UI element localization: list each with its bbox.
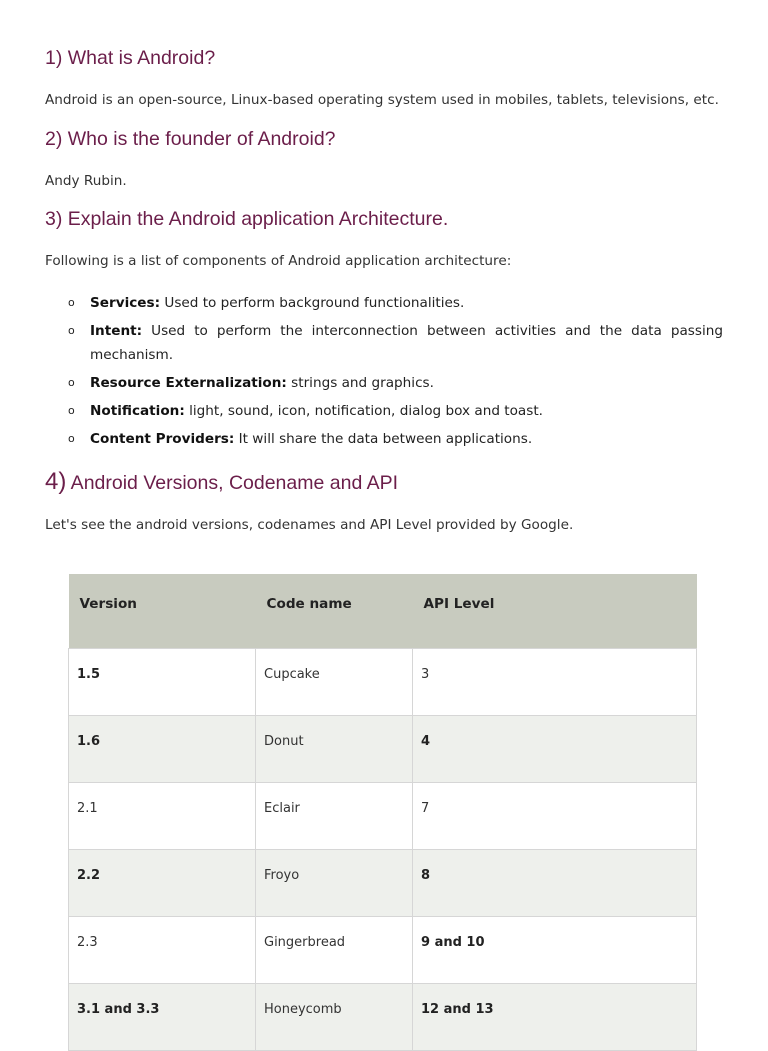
bullet-icon: o — [68, 432, 75, 445]
component-term: Services: — [90, 295, 161, 311]
versions-intro: Let's see the android versions, codenames and API Level provided by Google. — [45, 517, 574, 533]
component-desc: Used to perform background functionalities. — [160, 295, 465, 311]
bullet-icon: o — [68, 324, 75, 337]
heading-what-is-android: 1) What is Android? — [45, 47, 216, 69]
list-item — [68, 427, 723, 451]
heading-number: 4) — [45, 468, 67, 495]
cell-code-name: Gingerbread — [256, 917, 413, 984]
cell-code-name: Donut — [256, 716, 413, 783]
component-desc: light, sound, icon, notification, dialog box and toast. — [184, 403, 543, 419]
table-header-row — [69, 574, 697, 649]
cell-api-level: 7 — [413, 783, 697, 850]
list-item — [68, 319, 723, 367]
cell-code-name: Honeycomb — [256, 984, 413, 1051]
table-row — [69, 783, 697, 850]
cell-version: 3.1 and 3.3 — [69, 984, 256, 1051]
cell-version: 2.2 — [69, 850, 256, 917]
component-term: Resource Externalization: — [90, 375, 287, 391]
cell-version: 1.6 — [69, 716, 256, 783]
cell-api-level: 12 and 13 — [413, 984, 697, 1051]
cell-api-level: 8 — [413, 850, 697, 917]
heading-text: Android Versions, Codename and API — [66, 472, 399, 494]
bullet-icon: o — [68, 296, 75, 309]
bullet-icon: o — [68, 376, 75, 389]
answer-founder: Andy Rubin. — [45, 173, 127, 189]
component-term: Content Providers: — [90, 431, 235, 447]
table-row — [69, 649, 697, 716]
android-versions-table — [68, 574, 697, 1051]
component-term: Notification: — [90, 403, 185, 419]
cell-code-name: Froyo — [256, 850, 413, 917]
list-item — [68, 371, 723, 395]
header-version: Version — [69, 574, 256, 649]
cell-code-name: Eclair — [256, 783, 413, 850]
heading-android-versions — [45, 470, 398, 495]
header-code-name: Code name — [256, 574, 413, 649]
cell-version: 2.3 — [69, 917, 256, 984]
cell-api-level: 3 — [413, 649, 697, 716]
architecture-intro: Following is a list of components of Android application architecture: — [45, 253, 512, 269]
bullet-icon: o — [68, 404, 75, 417]
table-row — [69, 984, 697, 1051]
cell-api-level: 9 and 10 — [413, 917, 697, 984]
heading-founder: 2) Who is the founder of Android? — [45, 128, 336, 150]
cell-version: 2.1 — [69, 783, 256, 850]
cell-version: 1.5 — [69, 649, 256, 716]
cell-code-name: Cupcake — [256, 649, 413, 716]
header-api-level: API Level — [413, 574, 697, 649]
list-item — [68, 291, 723, 315]
table-row — [69, 716, 697, 783]
table-row — [69, 917, 697, 984]
answer-what-is-android: Android is an open-source, Linux-based operating system used in mobiles, tablets, televisions, etc. — [45, 92, 719, 108]
heading-architecture: 3) Explain the Android application Architecture. — [45, 208, 449, 230]
component-desc: strings and graphics. — [286, 375, 434, 391]
component-term: Intent: — [90, 323, 143, 339]
component-desc: Used to perform the interconnection between activities and the data passing mechanism. — [90, 323, 723, 363]
component-desc: It will share the data between applications. — [234, 431, 533, 447]
table-row — [69, 850, 697, 917]
list-item — [68, 399, 723, 423]
cell-api-level: 4 — [413, 716, 697, 783]
